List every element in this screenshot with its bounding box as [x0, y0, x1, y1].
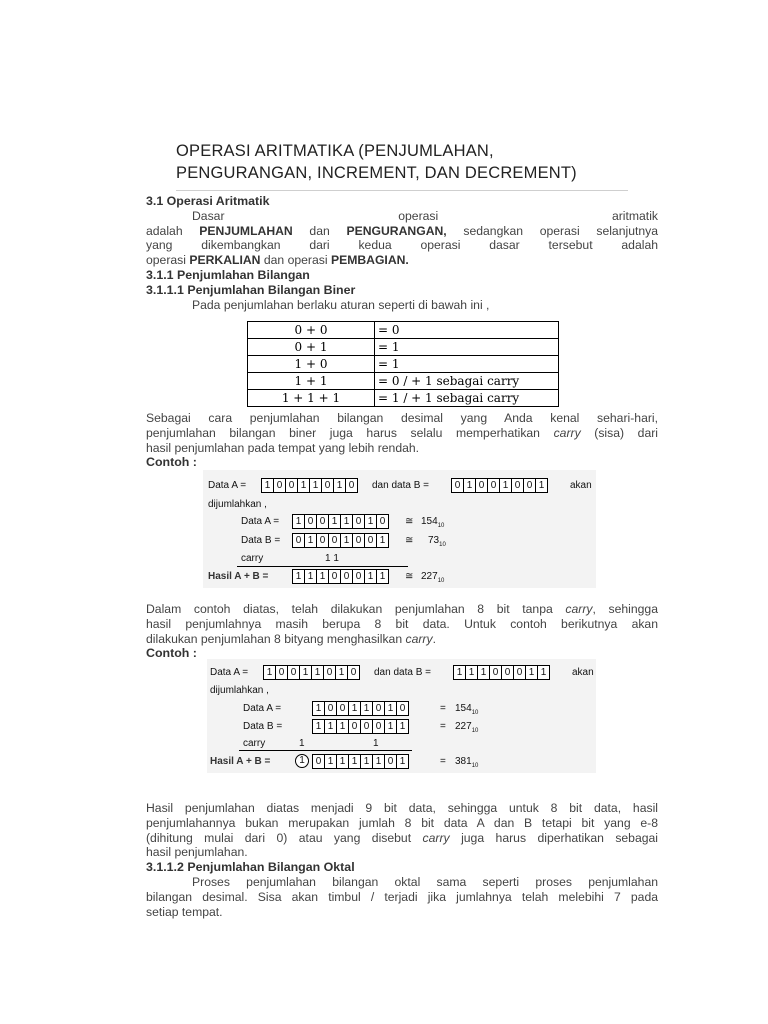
para2-carry-word: carry [565, 602, 593, 616]
para3-l3-text: (dihitung mulai dari 0) atau yang disebut [146, 830, 423, 845]
table-row [248, 373, 559, 390]
s31-pembagian: PEMBAGIAN. [330, 253, 409, 268]
ex2-b-label: Data B = [243, 721, 283, 732]
section-3-1-1-heading: 3.1.1 Penjumlahan Bilangan [146, 267, 310, 282]
para2-l1-text: Dalam contoh diatas, telah dilakukan penjumlahan 8 bit tanpa [146, 602, 566, 616]
bit: 0 [317, 534, 329, 547]
ex2-b-dec [455, 721, 478, 734]
bit: 1 [336, 666, 348, 679]
bit: 0 [317, 515, 329, 528]
para2-l3-rest: . [432, 631, 436, 646]
bit: 0 [514, 666, 526, 679]
para3-line-3 [146, 831, 658, 846]
ex2-carry-label: carry [243, 738, 266, 749]
bit: 1 [325, 755, 337, 768]
bit: 0 [385, 755, 397, 768]
bit: 1 [305, 534, 317, 547]
bit: 0 [373, 720, 385, 733]
ex2-b-bits [312, 719, 409, 734]
bit: 1 [464, 479, 476, 492]
ex1-hasil-label: Hasil A + B = [208, 571, 269, 582]
para1-line-2 [146, 426, 658, 441]
bit: 1 [399, 721, 406, 732]
bit: 1 [365, 570, 377, 583]
example-1-figure [203, 470, 596, 588]
bit: 1 [385, 702, 397, 715]
s3111-intro: Pada penjumlahan berlaku aturan seperti di bawah ini , [192, 297, 490, 312]
bit: 1 [373, 755, 385, 768]
s31-perkalian: PERKALIAN [189, 253, 261, 268]
para1-l2-text: penjumlahan bilangan biner juga harus selalu memperhatikan [146, 425, 554, 440]
para3-l3-rest: juga harus diperhatikan sebagai [449, 830, 659, 845]
bit: 1 [313, 702, 325, 715]
bit: 1 [298, 479, 310, 492]
bit: 1 [310, 479, 322, 492]
bit: 0 [341, 570, 353, 583]
para2-line-2: hasil penjumlahnya masih berupa 8 bit data. Untuk contoh berikutnya akan [146, 616, 658, 631]
ex2-carry-1: 1 [299, 738, 305, 749]
ex1-dan-data-b: dan data B = [372, 480, 429, 491]
ex2-sum-dec [455, 756, 478, 769]
para1-l2-rest: (sisa) dari [580, 425, 658, 440]
paragraph-9-bit [146, 801, 658, 919]
table-row [248, 356, 559, 373]
para2-l3-text: dilakukan penjumlahan 8 bityang menghasilkan [146, 631, 406, 646]
bit: 0 [365, 534, 377, 547]
section-3-1-1-1-heading: 3.1.1.1 Penjumlahan Bilangan Biner [146, 282, 356, 297]
binary-addition-rules-table [247, 321, 559, 407]
bit: 1 [305, 570, 317, 583]
bit: 0 [490, 666, 502, 679]
ex2-sum-line [239, 750, 412, 751]
s31-line-1: Dasar operasi aritmatik [192, 208, 658, 223]
ex2-data-a-bits-top [263, 665, 360, 680]
bit: 0 [373, 702, 385, 715]
bit: 0 [353, 534, 365, 547]
ex1-sum-base: 10 [437, 578, 445, 584]
ex2-sum-base: 10 [471, 763, 479, 769]
ex2-b-base: 10 [471, 728, 479, 734]
bit: 1 [361, 755, 373, 768]
ex2-carry-out-circle: 1 [295, 754, 309, 768]
bit: 1 [341, 515, 353, 528]
bit: 1 [264, 666, 276, 679]
ex1-dijumlahkan: dijumlahkan , [208, 499, 267, 510]
para3-line-1: Hasil penjumlahan diatas menjadi 9 bit data, sehingga untuk 8 bit data, hasil [146, 801, 658, 815]
ex2-a-base: 10 [471, 710, 479, 716]
ex1-approx-b: ≅ [405, 535, 414, 546]
ex1-data-a-label: Data A = [208, 480, 247, 491]
bit: 1 [500, 479, 512, 492]
s31-line-4 [146, 253, 658, 268]
ex1-sum-line [237, 566, 408, 567]
bit: 1 [385, 720, 397, 733]
bit: 0 [286, 479, 298, 492]
ex2-eq-b: = [440, 721, 446, 732]
para2-line-3 [146, 632, 658, 647]
ex1-akan: akan [570, 480, 592, 491]
ex1-b-dec [428, 535, 446, 548]
bit: 0 [293, 534, 305, 547]
bit: 1 [540, 667, 547, 678]
rule-left: 0 + 0 [248, 322, 375, 339]
s31-l4-dan: dan operasi [260, 253, 331, 268]
ex2-b-dec-value: 227 [455, 721, 472, 732]
ex1-carry-bits: 1 1 [325, 553, 339, 564]
bit: 0 [452, 479, 464, 492]
bit: 1 [361, 702, 373, 715]
bit: 0 [324, 666, 336, 679]
ex2-dijumlahkan: dijumlahkan , [210, 685, 269, 696]
bit: 1 [379, 571, 386, 582]
bit: 0 [337, 702, 349, 715]
bit: 0 [399, 703, 406, 714]
para2-line-1 [146, 602, 658, 617]
ex1-sum-dec-value: 227 [421, 571, 438, 582]
bit: 0 [322, 479, 334, 492]
bit: 1 [317, 570, 329, 583]
ex1-carry-label: carry [241, 553, 264, 564]
ex1-b-label: Data B = [241, 535, 281, 546]
rule-right: = 1 [375, 356, 559, 373]
ex2-a-label: Data A = [243, 703, 282, 714]
table-row [248, 339, 559, 356]
bit: 1 [538, 480, 545, 491]
ex1-data-b-bits-top [451, 478, 548, 493]
example-2-figure [207, 659, 596, 773]
bit: 1 [478, 666, 490, 679]
ex2-eq-a: = [440, 703, 446, 714]
s31-penjumlahan: PENJUMLAHAN [199, 223, 293, 238]
rule-right: = 1 / + 1 sebagai carry [375, 390, 559, 407]
bit: 1 [365, 515, 377, 528]
bit: 0 [512, 479, 524, 492]
s31-line-3: yang dikembangkan dari kedua operasi dasar tersebut adalah [146, 238, 658, 253]
ex2-eq-sum: = [440, 756, 446, 767]
ex2-hasil-label: Hasil A + B = [210, 756, 271, 767]
rule-left: 0 + 1 [248, 339, 375, 356]
para1-line-3: hasil penjumlahan pada tempat yang lebih rendah. [146, 440, 420, 455]
s31-l4-text: operasi [146, 253, 190, 268]
bit: 0 [502, 666, 514, 679]
ex2-a-dec-value: 154 [455, 703, 472, 714]
bit: 0 [349, 720, 361, 733]
s3112-line-1: Proses penjumlahan bilangan oktal sama seperti proses penjumlahan [192, 874, 658, 889]
bit: 0 [379, 516, 386, 527]
bit: 0 [288, 666, 300, 679]
bit: 1 [334, 479, 346, 492]
paragraph-carry [146, 411, 658, 470]
ex1-a-base: 10 [437, 523, 445, 529]
bit: 0 [476, 479, 488, 492]
table-row [248, 322, 559, 339]
bit: 1 [337, 755, 349, 768]
bit: 0 [305, 515, 317, 528]
para2-carry-word-2: carry [405, 631, 433, 646]
ex2-sum-dec-value: 381 [455, 756, 472, 767]
para2-l1-rest: , sehingga [592, 602, 658, 616]
bit: 1 [262, 479, 274, 492]
ex1-a-dec-value: 154 [421, 516, 438, 527]
bit: 0 [361, 720, 373, 733]
ex2-a-bits [312, 701, 409, 716]
bit: 0 [313, 755, 325, 768]
ex1-a-bits [292, 514, 389, 529]
rule-right: = 0 [375, 322, 559, 339]
ex1-sum-dec [421, 571, 444, 584]
ex1-a-dec [421, 516, 444, 529]
rule-left: 1 + 1 [248, 373, 375, 390]
ex1-b-dec-value: 73 [428, 535, 440, 546]
ex2-dan-data-b: dan data B = [374, 667, 431, 678]
ex1-approx-a: ≅ [405, 516, 414, 527]
bit: 1 [379, 535, 386, 546]
ex1-a-label: Data A = [241, 516, 280, 527]
s31-line-2 [146, 224, 658, 239]
s31-l2-dan: dan [292, 223, 347, 238]
title-line-1: OPERASI ARITMATIKA (PENJUMLAHAN, [176, 142, 494, 160]
bit: 0 [488, 479, 500, 492]
bit: 0 [524, 479, 536, 492]
rule-right: = 1 [375, 339, 559, 356]
bit: 1 [329, 515, 341, 528]
bit: 1 [325, 720, 337, 733]
title-divider [176, 190, 628, 191]
bit: 1 [454, 666, 466, 679]
bit: 0 [350, 667, 357, 678]
page-title [176, 140, 636, 184]
bit: 1 [526, 666, 538, 679]
s3112-line-3: setiap tempat. [146, 904, 223, 919]
ex1-b-base: 10 [439, 542, 446, 548]
bit: 0 [274, 479, 286, 492]
rule-right: = 0 / + 1 sebagai carry [375, 373, 559, 390]
table-row [248, 390, 559, 407]
ex2-sum-bits [312, 754, 409, 769]
bit: 1 [293, 570, 305, 583]
bit: 1 [337, 720, 349, 733]
bit: 1 [466, 666, 478, 679]
bit: 0 [353, 570, 365, 583]
bit: 0 [325, 702, 337, 715]
rule-left: 1 + 0 [248, 356, 375, 373]
rule-left: 1 + 1 + 1 [248, 390, 375, 407]
s31-l2-text: adalah [146, 223, 200, 238]
para1-carry-word: carry [553, 425, 581, 440]
contoh-label-1: Contoh : [146, 455, 197, 470]
contoh-label-2: Contoh : [146, 646, 197, 661]
bit: 1 [349, 755, 361, 768]
bit: 0 [353, 515, 365, 528]
title-line-2: PENGURANGAN, INCREMENT, DAN DECREMENT) [176, 164, 577, 182]
ex1-data-a-bits-top [261, 478, 358, 493]
bit: 1 [399, 756, 406, 767]
bit: 1 [300, 666, 312, 679]
paragraph-no-carry [146, 602, 658, 661]
bit: 1 [312, 666, 324, 679]
bit: 1 [313, 720, 325, 733]
ex1-sum-bits [292, 569, 389, 584]
ex2-akan: akan [572, 667, 594, 678]
bit: 0 [329, 534, 341, 547]
ex2-data-b-bits-top [453, 665, 550, 680]
para1-line-1: Sebagai cara penjumlahan bilangan desimal yang Anda kenal sehari-hari, [146, 411, 658, 425]
section-3-1-1-2-heading: 3.1.1.2 Penjumlahan Bilangan Oktal [146, 860, 355, 875]
bit: 1 [341, 534, 353, 547]
s31-l2-rest: sedangkan operasi selanjutnya [446, 223, 659, 238]
section-3-1-heading: 3.1 Operasi Aritmatik [146, 194, 270, 208]
s3112-line-2: bilangan desimal. Sisa akan timbul / terjadi jika jumlahnya telah melebihi 7 pada [146, 889, 658, 904]
bit: 0 [329, 570, 341, 583]
ex2-data-a-label: Data A = [210, 667, 249, 678]
ex2-carry-2: 1 [373, 738, 379, 749]
s31-pengurangan: PENGURANGAN, [346, 223, 447, 238]
para3-line-4: hasil penjumlahan. [146, 845, 248, 860]
section-3-1 [146, 194, 658, 312]
para3-carry-word: carry [422, 830, 450, 845]
bit: 0 [348, 480, 355, 491]
bit: 1 [293, 515, 305, 528]
ex2-a-dec [455, 703, 478, 716]
bit: 0 [276, 666, 288, 679]
ex1-b-bits [292, 533, 389, 548]
ex1-approx-sum: ≅ [405, 571, 414, 582]
para3-line-2: penjumlahannya bukan merupakan jumlah 8 bit data A dan B tetapi bit yang e-8 [146, 815, 658, 830]
bit: 1 [349, 702, 361, 715]
